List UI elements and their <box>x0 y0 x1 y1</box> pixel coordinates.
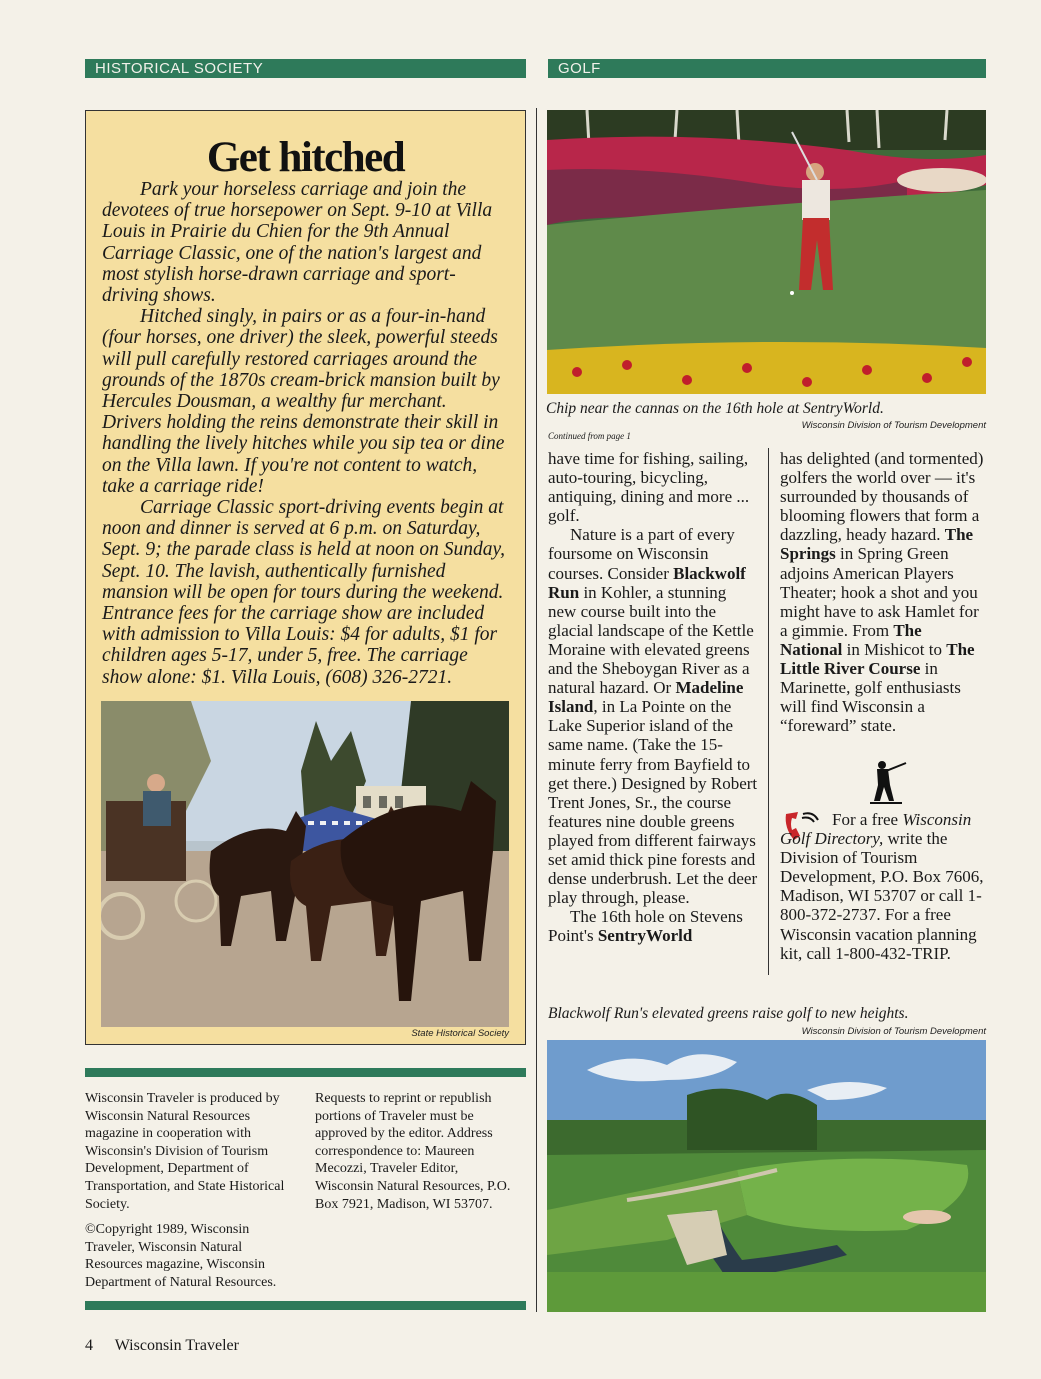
article-paragraph: Hitched singly, in pairs or as a four-in-hand (four horses, one driver) the sleek, powerful steeds will pull carefully restored carriages around the grounds of the 1870s cream-brick mansion built by Hercules Dousman, a wealthy fur merchant. Drivers holding the reins demonstrate their skill in handling the lively hitches while you sip tea or dine on the Villa lawn. If you're not content to watch, take a carriage ride! <box>102 306 505 497</box>
copyright-paragraph: ©Copyright 1989, Wisconsin Traveler, Wisconsin Natural Resources magazine, Wisconsin Department of Natural Resources. <box>85 1222 277 1290</box>
course-name: Madeline Island <box>548 678 744 717</box>
text-run: , in La Pointe on the Lake Superior island of the same name. (Take the 15-minute ferry from Bayfield to get there.) Designed by Robert Trent Jones, Sr., the course features nine double greens played from different fairways set amid thick pine forests and dense underbrush. Let the deer play through, please. <box>548 697 758 908</box>
text-run: write the Division of Tourism Development, P.O. Box 7606, Madison, WI 53707 or call 1-800-372-2737. For a free Wisconsin vacation planning kit, call 1-800-432-TRIP. <box>780 829 984 963</box>
text-run: The 16th hole on Stevens Point's <box>548 907 743 946</box>
course-name: The Springs <box>780 525 974 564</box>
course-name: SentryWorld <box>597 926 693 946</box>
footer-rule-bottom <box>85 1301 526 1310</box>
text-run: in Kohler, a stunning new course built into the glacial landscape of the Kettle Moraine with elevated greens and the Sheboygan River as a natural hazard. Or <box>548 582 754 698</box>
course-name: The National <box>780 620 922 659</box>
section-bar-golf <box>548 59 986 78</box>
get-hitched-article <box>85 110 526 1045</box>
section-label: HISTORICAL SOCIETY <box>95 60 264 77</box>
golf-paragraph <box>548 525 758 907</box>
text-run: Nature is a part of every foursome on Wisconsin courses. Consider <box>548 525 735 583</box>
golf-paragraph <box>780 810 988 963</box>
continued-note: Continued from page 1 <box>548 431 631 441</box>
column-divider <box>536 108 537 1312</box>
page-number: 4 <box>85 1337 93 1354</box>
photo-credit: Wisconsin Division of Tourism Development <box>801 420 986 431</box>
publication-title: Wisconsin Golf Directory, <box>780 810 972 849</box>
photo-credit: State Historical Society <box>411 1028 509 1039</box>
text-run: For a free <box>832 810 903 829</box>
masthead-paragraph: Wisconsin Traveler is produced by Wisconsin Natural Resources magazine in cooperation with Wisconsin's Division of Tourism Development, Department of Transportation, and State Historical Society. <box>85 1091 285 1212</box>
golf-paragraph <box>548 907 758 945</box>
text-run: in Marinette, golf enthusiasts will find Wisconsin a “foreward” state. <box>780 659 961 736</box>
masthead-column-2 <box>315 1090 515 1221</box>
golf-column-divider <box>768 448 769 975</box>
golf-column-2 <box>780 449 988 735</box>
text-run: has delighted (and tormented) golfers the world over — it's surrounded by thousands of blooming flowers that form a dazzling, heady hazard. <box>780 449 984 545</box>
footer-rule-top <box>85 1068 526 1077</box>
course-name: The Little River Course <box>780 639 975 679</box>
photo-credit: Wisconsin Division of Tourism Development <box>801 1026 986 1037</box>
photo-caption: Chip near the cannas on the 16th hole at SentryWorld. <box>546 400 884 417</box>
reprint-paragraph: Requests to reprint or republish portions of Traveler must be approved by the editor. Address correspondence to: Maureen Mecozzi, Traveler Editor, Wisconsin Natural Resources, P.O. Box 7921, Madison, WI 53707. <box>315 1091 511 1212</box>
section-label: GOLF <box>558 60 601 77</box>
text-run: in Mishicot to <box>842 639 947 659</box>
blackwolf-run-photo <box>547 1040 986 1312</box>
golf-paragraph: have time for fishing, sailing, auto-touring, bicycling, antiquing, dining and more ... golf. <box>548 449 750 526</box>
golfer-icon <box>862 757 912 807</box>
golf-directory-info <box>780 810 988 963</box>
article-paragraph: Carriage Classic sport-driving events begin at noon and dinner is served at 6 p.m. on Saturday, Sept. 9; the parade class is held at noon on Sunday, Sept. 10. The lavish, authentically furnished mansion will be open for tours during the weekend. Entrance fees for the carriage show are included with admission to Villa Louis: $4 for adults, $1 for children ages 5-17, under 5, free. The carriage show alone: $1. Villa Louis, (608) 326-2721. <box>102 497 505 688</box>
page-footer <box>85 1337 239 1355</box>
golf-paragraph <box>780 449 988 735</box>
article-title: Get hitched <box>206 134 405 181</box>
article-body <box>102 179 510 688</box>
text-run: in Spring Green adjoins American Players Theater; hook a shot and you might have to ask Hamlet for a gimmie. From <box>780 544 979 640</box>
sentryworld-photo <box>547 110 986 394</box>
course-name: Blackwolf Run <box>548 563 746 602</box>
golf-column-1 <box>548 449 758 945</box>
carriage-horses-photo <box>101 701 509 1027</box>
photo-caption: Blackwolf Run's elevated greens raise golf to new heights. <box>548 1005 909 1022</box>
masthead-column-1 <box>85 1090 299 1300</box>
section-bar-historical-society <box>85 59 526 78</box>
article-paragraph: Park your horseless carriage and join the devotees of true horsepower on Sept. 9-10 at Villa Louis in Prairie du Chien for the 9th Annual Carriage Classic, one of the nation's largest and most stylish horse-drawn carriage and sport-driving shows. <box>102 179 493 307</box>
publication-name: Wisconsin Traveler <box>114 1337 239 1354</box>
